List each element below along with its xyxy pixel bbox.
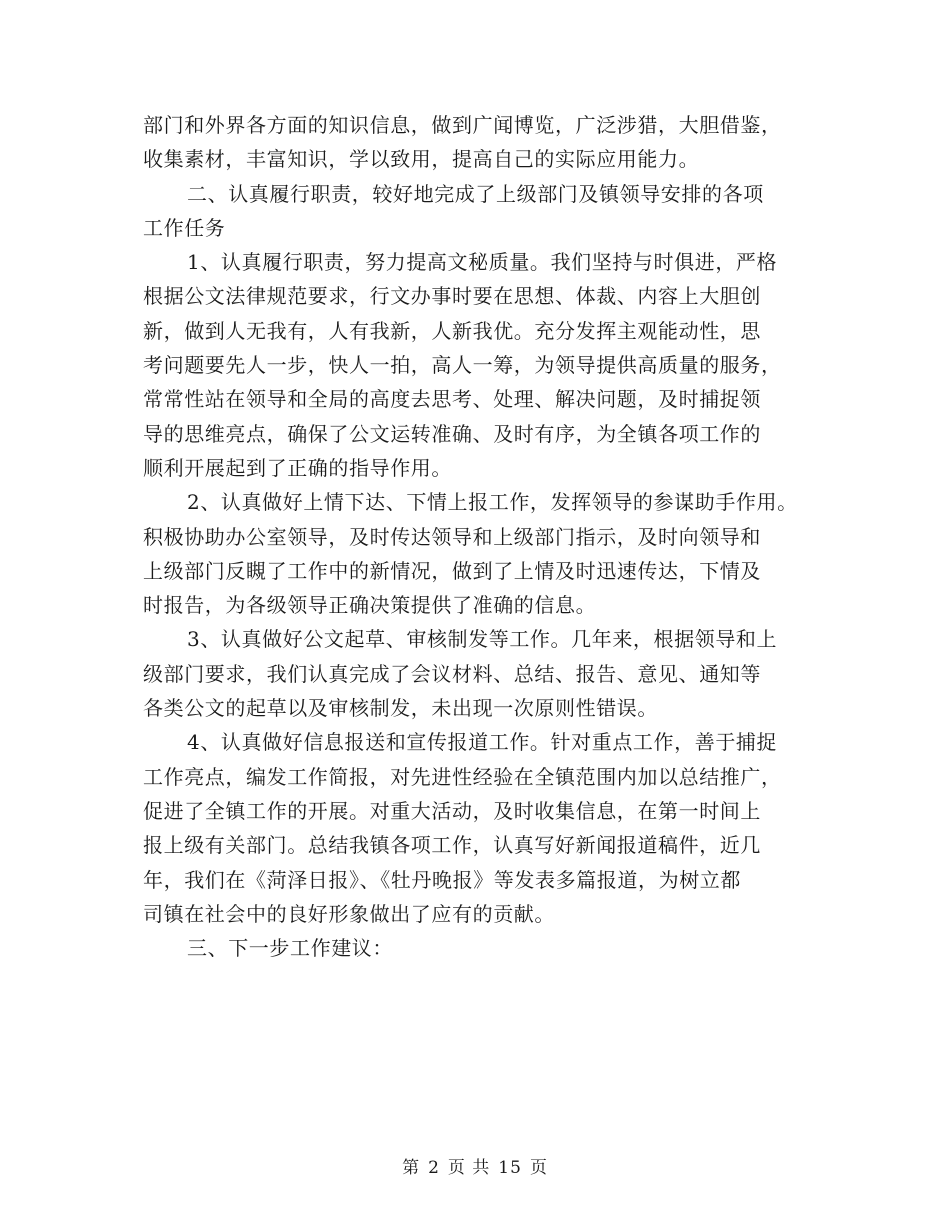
text-line: 上级部门反瞡了工作中的新情况，做到了上情及时迅速传达，下情及 xyxy=(143,558,761,583)
text-line: 顺利开展起到了正确的指导作用。 xyxy=(143,455,452,480)
text-line: 部门和外界各方面的知识信息，做到广闻博览，广泛涉猎，大胆借鉴， xyxy=(143,113,782,137)
section-heading: 二、认真履行职责，较好地完成了上级部门及镇领导安排的各项 xyxy=(187,181,764,206)
text-line: 考问题要先人一步，快人一拍，高人一筹，为领导提供高质量的服务， xyxy=(143,353,782,378)
text-line: 时报告，为各级领导正确决策提供了准确的信息。 xyxy=(143,593,597,618)
footer-suffix: 页 xyxy=(529,1158,548,1178)
paragraph-start: 4、认真做好信息报送和宣传报道工作。针对重点工作，善于捕捉 xyxy=(187,730,778,755)
paragraph-start: 2、认真做好上情下达、下情上报工作，发挥领导的参谋助手作用。 xyxy=(187,490,798,515)
text-line: 积极协助办公室领导，及时传达领导和上级部门指示，及时向领导和 xyxy=(143,524,761,549)
total-pages: 15 xyxy=(498,1158,522,1178)
text-line: 年，我们在《菏泽日报》、《牡丹晚报》等发表多篇报道，为树立都 xyxy=(143,867,741,892)
text-line: 报上级有关部门。总结我镇各项工作，认真写好新闻报道稿件，近几 xyxy=(143,833,761,858)
section-heading: 三、下一步工作建议： xyxy=(187,936,393,961)
page-number: 2 xyxy=(428,1158,440,1178)
text-line: 常常性站在领导和全局的高度去思考、处理、解决问题，及时捕捉领 xyxy=(143,387,761,412)
paragraph-start: 1、认真履行职责，努力提高文秘质量。我们坚持与时俱进，严格 xyxy=(187,250,778,275)
text-line: 导的思维亮点，确保了公文运转准确、及时有序，为全镇各项工作的 xyxy=(143,421,761,446)
section-heading-continuation: 工作任务 xyxy=(143,215,226,240)
text-line: 各类公文的起草以及审核制发，未出现一次原则性错误。 xyxy=(143,696,658,721)
text-line: 收集素材，丰富知识，学以致用，提高自己的实际应用能力。 xyxy=(143,147,700,172)
text-line: 工作亮点，编发工作简报，对先进性经验在全镇范围内加以总结推广， xyxy=(143,764,782,789)
text-line: 级部门要求，我们认真完成了会议材料、总结、报告、意见、通知等 xyxy=(143,661,761,686)
page-footer xyxy=(0,1153,950,1178)
paragraph-start: 3、认真做好公文起草、审核制发等工作。几年来，根据领导和上 xyxy=(187,627,778,652)
text-line: 促进了全镇工作的开展。对重大活动，及时收集信息，在第一时间上 xyxy=(143,798,761,823)
footer-middle: 页 共 xyxy=(447,1158,491,1178)
text-line: 根据公文法律规范要求，行文办事时要在思想、体裁、内容上大胆创 xyxy=(143,284,761,309)
body-text xyxy=(143,108,833,965)
footer-prefix: 第 xyxy=(402,1158,421,1178)
text-line: 新，做到人无我有，人有我新，人新我优。充分发挥主观能动性，思 xyxy=(143,318,761,343)
text-line: 司镇在社会中的良好形象做出了应有的贡献。 xyxy=(143,901,555,926)
